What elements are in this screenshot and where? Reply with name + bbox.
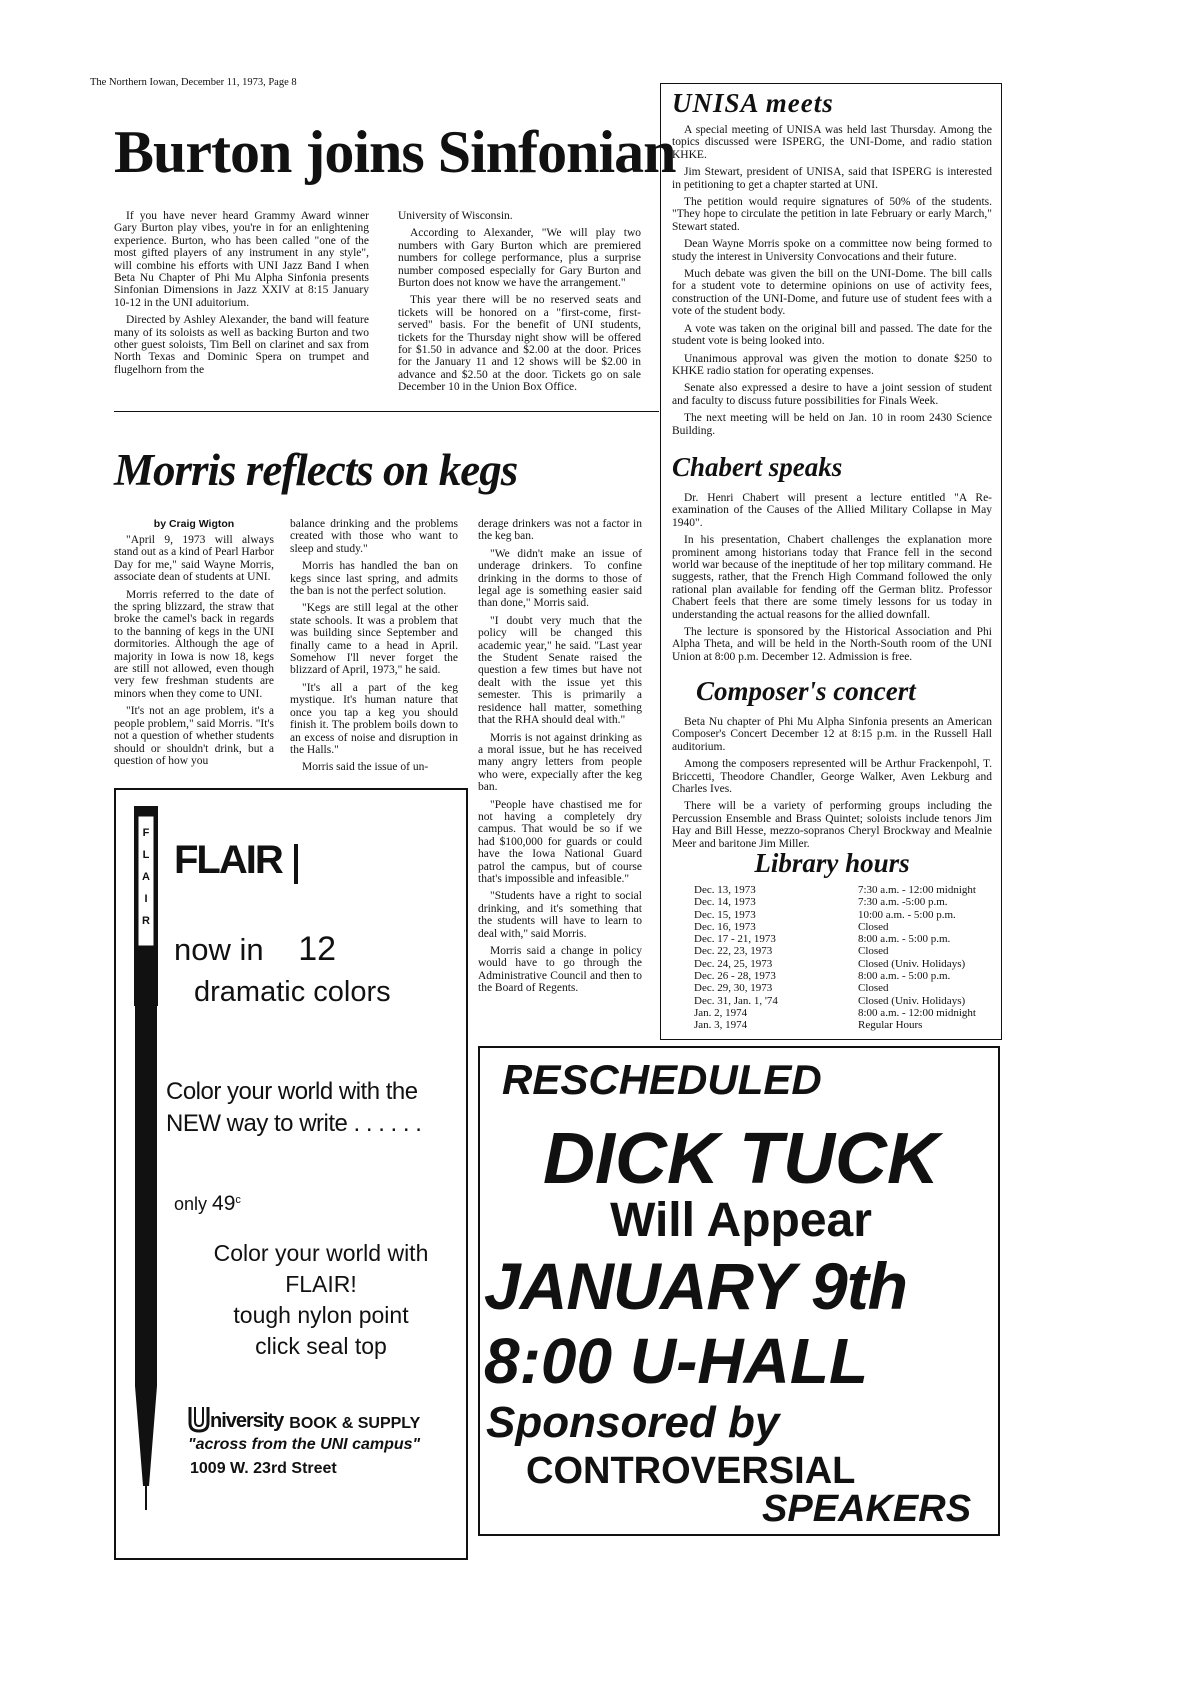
- table-row: [694, 970, 992, 982]
- paragraph: "We didn't make an issue of underage drinkers. To confine drinking in the dorms to those of legal age is something easier said than done," Morris said.: [478, 547, 642, 610]
- store-logo: [188, 1405, 420, 1433]
- paragraph: The petition would require signatures of 50% of the students. "They hope to circulate the petition in late February or early March," Stewart stated.: [672, 196, 992, 233]
- paragraph: "April 9, 1973 will always stand out as a kind of Pearl Harbor Day for me," said Wayne Morris, associate dean of students at UNI.: [114, 534, 275, 584]
- flair-ad: [114, 788, 468, 1560]
- byline: by Craig Wigton: [153, 518, 235, 530]
- library-hours-table: [672, 884, 992, 1032]
- store-name-2: BOOK & SUPPLY: [289, 1415, 421, 1432]
- burton-col-1: [114, 210, 369, 381]
- pen-lettering: [137, 822, 155, 932]
- paragraph: Much debate was given the bill on the UNI-Dome. The bill calls for a student vote to determine opinions on use of activity fees, construction of the UNI-Dome, and future use of student fees with a vote of the student body.: [672, 268, 992, 318]
- color-count: 12: [298, 930, 337, 968]
- date-cell: Dec. 26 - 28, 1973: [694, 970, 776, 983]
- hours-cell: Regular Hours: [858, 1019, 923, 1032]
- feature-2: click seal top: [255, 1333, 387, 1359]
- table-row: [694, 933, 992, 945]
- paragraph: Morris has handled the ban on kegs since last spring, and admits the ban is not the perfect solution.: [290, 560, 458, 598]
- tagline-2: NEW way to write . . . . . .: [166, 1110, 422, 1137]
- paragraph: The next meeting will be held on Jan. 10 in room 2430 Science Building.: [672, 412, 992, 437]
- page-header: The Northern Iowan, December 11, 1973, Page 8: [90, 77, 297, 88]
- hours-cell: Closed: [858, 920, 889, 933]
- paragraph: Morris said a change in policy would have to go through the Administrative Council and then to the Board of Regents.: [478, 945, 642, 995]
- table-row: [694, 884, 992, 896]
- library-section: [672, 848, 992, 1032]
- will-appear: Will Appear: [610, 1194, 872, 1247]
- sponsored-by: Sponsored by: [486, 1398, 780, 1447]
- price-line: [174, 1192, 241, 1216]
- morris-col-2: [290, 518, 458, 779]
- date-cell: Jan. 3, 1974: [694, 1019, 748, 1032]
- dick-tuck-ad: [478, 1046, 1000, 1536]
- paragraph: There will be a variety of performing groups including the Percussion Ensemble and Brass Quintet; soloists include tenors Jim Hay and Bill Hesse, mezzo-sopranos Cheryl Brockway and Mealnie Meer and baritone Jim Miller.: [672, 800, 992, 850]
- hours-cell: Closed (Univ. Holidays): [858, 994, 966, 1007]
- pen-letter: L: [142, 849, 150, 861]
- tagline-1: Color your world with the: [166, 1078, 418, 1105]
- hours-cell: 10:00 a.m. - 5:00 p.m.: [858, 908, 956, 921]
- section-divider: [114, 411, 659, 412]
- unisa-section: [672, 88, 992, 442]
- hours-cell: 7:30 a.m. -5:00 p.m.: [858, 896, 948, 909]
- unisa-headline: UNISA meets: [672, 88, 834, 118]
- table-row: [694, 945, 992, 957]
- paragraph: Unanimous approval was given the motion to donate $250 to KHKE radio station for operating expenses.: [672, 352, 992, 377]
- paragraph: A vote was taken on the original bill and passed. The date for the student vote is being looked into.: [672, 322, 992, 348]
- flair-brand: FLAIR: [174, 838, 282, 882]
- composer-section: [672, 676, 992, 855]
- paragraph: In his presentation, Chabert challenges the explanation more prominent among historians today that France fell in the second world war because of the ineptitude of her top military command. He suggests, rather, that the French High Command followed the only rational plan available for fending off the German blitz. Professor Chabert feels that there are some timely lessons for us today in understanding the actual reasons for the allied downfall.: [672, 534, 992, 621]
- paragraph: The lecture is sponsored by the Historical Association and Phi Alpha Theta, and will be held in the North-South room of the UNI Union at 8:00 p.m. December 12. Admission is free.: [672, 626, 992, 663]
- table-row: [694, 1019, 992, 1031]
- morris-col-3: [478, 518, 642, 1000]
- paragraph: "People have chastised me for not having a completely dry campus. That would be so if we had $100,000 for guards or could have the Iowa National Guard patrol the campus, but of course that's impossible and infeasible.": [478, 798, 642, 885]
- paragraph: Jim Stewart, president of UNISA, said that ISPERG is interested in petitioning to get a chapter started at UNI.: [672, 166, 992, 191]
- table-row: [694, 995, 992, 1007]
- paragraph: Beta Nu chapter of Phi Mu Alpha Sinfonia presents an American Composer's Concert December 12 at 8:15 p.m. in the Russell Hall auditorium.: [672, 716, 992, 753]
- brand-mark: [294, 844, 298, 884]
- price-cents: c: [235, 1194, 241, 1206]
- now-in-text: [174, 930, 336, 969]
- date-cell: Dec. 29, 30, 1973: [694, 982, 773, 995]
- paragraph: "I doubt very much that the policy will be changed this academic year," he said. "Last year the Student Senate raised the question a few times but have not dealt with the issue yet this semester. This is primarily a residence hall matter, something that the RHA should deal with.": [478, 614, 642, 727]
- paragraph: derage drinkers was not a factor in the keg ban.: [478, 518, 642, 543]
- date-cell: Dec. 24, 25, 1973: [694, 957, 773, 970]
- speaker-name: DICK TUCK: [543, 1119, 939, 1199]
- morris-col-1: [114, 518, 274, 772]
- date-cell: Dec. 16, 1973: [694, 920, 756, 933]
- chabert-headline: Chabert speaks: [672, 452, 843, 482]
- pen-letter: R: [142, 915, 150, 927]
- date-cell: Dec. 31, Jan. 1, '74: [694, 994, 778, 1007]
- paragraph: This year there will be no reserved seats and tickets will be honored on a "first-come, first-served" basis. For the benefit of UNI students, tickets for the Thursday night show will be offered for $1.50 in advance and $2.00 at the door. Prices for the January 11 and 12 shows will be $2.00 in advance and $2.50 at the door. Tickets go on sale December 10 in the Union Box Office.: [398, 294, 641, 394]
- paragraph: Dean Wayne Morris spoke on a committee now being formed to study the interest in University Convocations and their future.: [672, 238, 992, 263]
- date-cell: Dec. 14, 1973: [694, 896, 756, 909]
- sponsor-line-1: CONTROVERSIAL: [526, 1450, 856, 1492]
- hours-cell: Closed: [858, 982, 889, 995]
- hours-cell: Closed (Univ. Holidays): [858, 957, 966, 970]
- morris-headline: Morris reflects on kegs: [114, 445, 518, 495]
- date-cell: Dec. 17 - 21, 1973: [694, 933, 776, 946]
- paragraph: Dr. Henri Chabert will present a lecture entitled "A Re-examination of the Causes of the Allied Military Collapse in May 1940".: [672, 492, 992, 529]
- hours-cell: 8:00 a.m. - 5:00 p.m.: [858, 970, 951, 983]
- dramatic-colors: dramatic colors: [194, 976, 391, 1008]
- paragraph: "Students have a right to social drinking, and it's something that the students will have to learn to deal with," said Morris.: [478, 890, 642, 940]
- now-in: now in: [174, 932, 264, 967]
- paragraph: "It's not an age problem, it's a people problem," said Morris. "It's not a question of whether students should or shouldn't drink, but a question of how you: [114, 705, 274, 767]
- table-row: [694, 958, 992, 970]
- paragraph: Among the composers represented will be Arthur Frackenpohl, T. Briccetti, Theodore Chandler, George Walker, Aven Lekburg and Charles Ives.: [672, 758, 992, 796]
- table-row: [694, 921, 992, 933]
- hours-cell: 8:00 a.m. - 12:00 midnight: [858, 1006, 976, 1019]
- paragraph: "It's all a part of the keg mystique. It's human nature that once you tap a keg you should finish it. The problem boils down to an excess of noise and disruption in the Halls.": [290, 681, 458, 756]
- table-row: [694, 982, 992, 994]
- paragraph: Morris referred to the date of the spring blizzard, the straw that broke the camel's back in regards to the banning of kegs in the UNI dormitories. Although the age of majority in Iowa is now 18, kegs are still not allowed, even though very few freshman students are minors when they come to UNI.: [114, 588, 274, 700]
- pen-letter: A: [142, 871, 150, 883]
- store-address: 1009 W. 23rd Street: [190, 1460, 337, 1477]
- tagline-3b: FLAIR!: [285, 1271, 357, 1297]
- store-location: "across from the UNI campus": [188, 1436, 421, 1453]
- paragraph: A special meeting of UNISA was held last Thursday. Among the topics discussed were ISPERG, the UNI-Dome, and radio station KHKE.: [672, 124, 992, 161]
- date-cell: Dec. 22, 23, 1973: [694, 945, 773, 958]
- composer-headline: Composer's concert: [696, 676, 916, 706]
- price-value: 49: [212, 1192, 236, 1215]
- hours-cell: 8:00 a.m. - 5:00 p.m.: [858, 933, 951, 946]
- date-cell: Jan. 2, 1974: [694, 1006, 748, 1019]
- date-cell: Dec. 13, 1973: [694, 884, 756, 896]
- event-time-place: 8:00 U-HALL: [484, 1325, 869, 1397]
- paragraph: Morris said the issue of un-: [302, 761, 429, 774]
- pen-letter: I: [144, 893, 148, 905]
- chabert-section: [672, 452, 992, 668]
- table-row: [694, 1007, 992, 1019]
- event-date: JANUARY 9th: [484, 1249, 907, 1323]
- paragraph: University of Wisconsin.: [398, 210, 513, 222]
- table-row: [694, 896, 992, 908]
- paragraph: "Kegs are still legal at the other state schools. It was a problem that was building since September and finally came to a head in April. Somehow I'll never forget the blizzard of April, 1973," he said.: [290, 602, 458, 677]
- paragraph: If you have never heard Grammy Award winner Gary Burton play vibes, you're in for an enlightening experience. Burton, who has been called "one of the most gifted players of any instrument in any style", will combine his efforts with UNI Jazz Band I when Beta Nu Chapter of Phi Mu Alpha Sinfonia presents Sinfonian Dimensions in Jazz XXIV at 8:15 January 10-12 in the UNI aduitorium.: [114, 210, 369, 309]
- paragraph: balance drinking and the problems created with those who want to sleep and study.": [290, 518, 458, 555]
- sponsor-line-2: SPEAKERS: [762, 1488, 972, 1530]
- ad-features: [176, 1238, 466, 1362]
- paragraph: Morris is not against drinking as a moral issue, but he has received many angry letters from people who were, expecially after the keg ban.: [478, 731, 642, 794]
- paragraph: According to Alexander, "We will play two numbers with Gary Burton which are premiered numbers for college performance, plus a surprise number composed especially for Gary Burton and Burton does not know we have the arrangement.": [398, 227, 641, 290]
- library-headline: Library hours: [754, 848, 910, 878]
- store-name: niversity: [210, 1410, 284, 1432]
- burton-col-2: [398, 210, 641, 399]
- table-row: [694, 909, 992, 921]
- university-logo-icon: [188, 1405, 210, 1433]
- date-cell: Dec. 15, 1973: [694, 908, 756, 921]
- hours-cell: Closed: [858, 945, 889, 958]
- paragraph: Directed by Ashley Alexander, the band will feature many of its soloists as well as backing Burton and two other guest soloists, Tim Bell on clarinet and sax from North Texas and Dominic Spera on trumpet and flugelhorn from the: [114, 314, 369, 376]
- hours-cell: 7:30 a.m. - 12:00 midnight: [858, 884, 976, 896]
- paragraph: Senate also expressed a desire to have a joint session of student and faculty to discuss future possibilities for Finals Week.: [672, 382, 992, 407]
- rescheduled: RESCHEDULED: [502, 1056, 822, 1103]
- only-label: only: [174, 1194, 208, 1214]
- burton-headline: Burton joins Sinfonian: [114, 119, 676, 185]
- tagline-3a: Color your world with: [213, 1240, 429, 1266]
- feature-1: tough nylon point: [233, 1302, 409, 1328]
- pen-letter: F: [142, 827, 150, 839]
